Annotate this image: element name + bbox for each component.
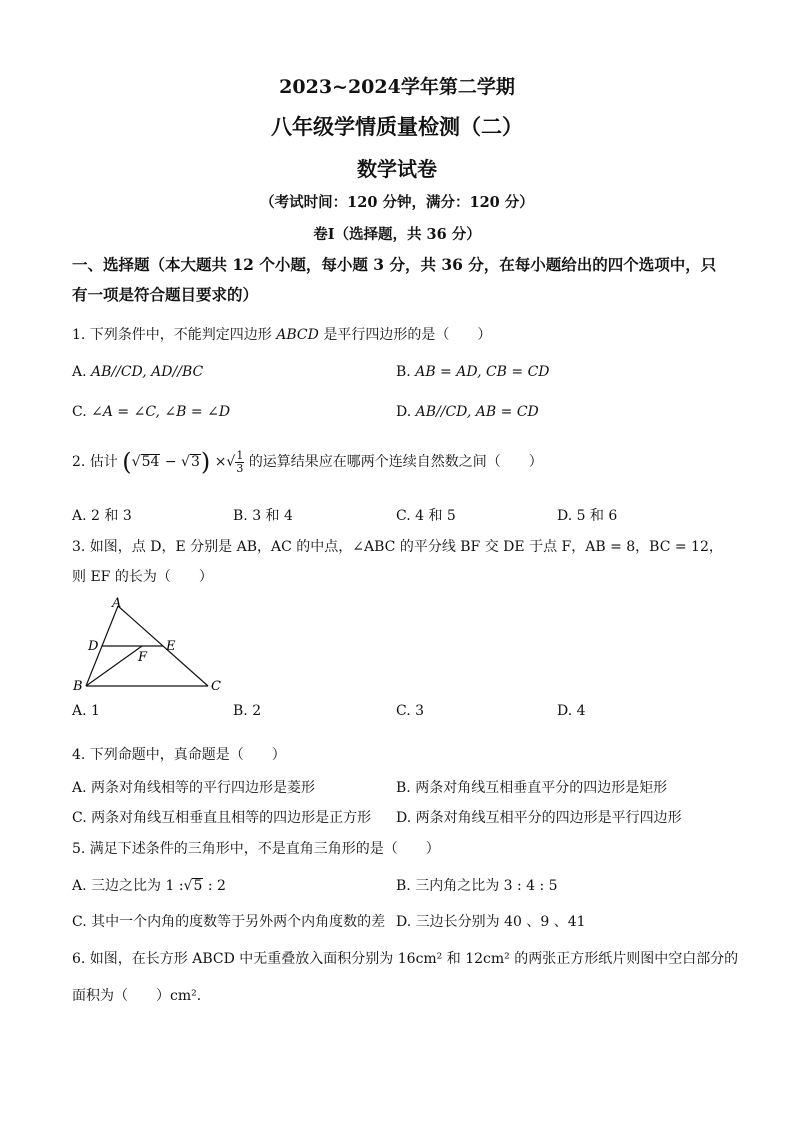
question-4-option-c: C. 两条对角线互相垂直且相等的四边形是正方形: [72, 810, 372, 826]
radicand-5: 5: [193, 878, 203, 894]
question-4-stem: 4. 下列命题中，真命题是（ ）: [72, 747, 286, 763]
question-5-option-d: D. 三边长分别为 40 、9 、41: [396, 914, 586, 930]
question-4-option-a: A. 两条对角线相等的平行四边形是菱形: [72, 780, 316, 796]
label-f: F: [138, 650, 148, 665]
question-2-option-c: C. 4 和 5: [396, 508, 456, 524]
question-1-option-a: A. AB//CD, AD//BC: [72, 364, 204, 380]
question-2-option-d: D. 5 和 6: [557, 508, 618, 524]
question-5-option-c: C. 其中一个内角的度数等于另外两个内角度数的差: [72, 914, 386, 930]
question-3-stem-line1: 3. 如图，点 D，E 分别是 AB，AC 的中点，∠ABC 的平分线 BF 交 DE 于点 F，AB = 8，BC = 12，: [72, 539, 723, 555]
question-4-option-d: D. 两条对角线互相平分的四边形是平行四边形: [396, 810, 682, 826]
question-5-stem: 5. 满足下述条件的三角形中，不是直角三角形的是（ ）: [72, 841, 440, 857]
exam-subject: 数学试卷: [357, 157, 437, 181]
radicand-3: 3: [190, 454, 200, 470]
label-b: B: [73, 679, 83, 694]
section-heading-line1: 一、选择题（本大题共 12 个小题，每小题 3 分，共 36 分，在每小题给出的四个选项中，只: [72, 255, 717, 274]
question-5-option-b: B. 三内角之比为 3 : 4 : 5: [396, 878, 558, 894]
quadrilateral-name: ABCD: [276, 327, 319, 343]
label-d: D: [88, 639, 99, 654]
question-3-option-b: B. 2: [233, 703, 262, 719]
question-1-option-d: D. AB//CD, AB = CD: [396, 404, 539, 420]
question-6-stem-line1: 6. 如图，在长方形 ABCD 中无重叠放入面积分别为 16cm² 和 12cm² 的两张正方形纸片则图中空白部分的: [72, 951, 739, 967]
question-3-stem-line2: 则 EF 的长为（ ）: [72, 569, 213, 585]
triangle-figure: [68, 594, 228, 694]
exam-term: 2023~2024学年第二学期: [279, 76, 515, 98]
question-6-stem-line2: 面积为（ ）cm²．: [72, 988, 211, 1004]
question-3-option-c: C. 3: [396, 703, 425, 719]
label-a: A: [112, 596, 122, 611]
question-5-option-a: A. 三边之比为 1 :√5 : 2: [72, 878, 226, 894]
question-1-option-b: B. AB = AD, CB = CD: [396, 364, 550, 380]
section-heading-line2: 有一项是符合题目要求的）: [72, 285, 259, 304]
label-e: E: [166, 639, 176, 654]
exam-volume: 卷Ⅰ（选择题，共 36 分）: [313, 226, 481, 243]
question-1-stem: 1. 下列条件中，不能判定四边形 ABCD 是平行四边形的是（ ）: [72, 327, 492, 343]
question-4-option-b: B. 两条对角线互相垂直平分的四边形是矩形: [396, 780, 668, 796]
question-3-option-a: A. 1: [72, 703, 100, 719]
exam-title: 八年级学情质量检测（二）: [271, 114, 523, 139]
question-2-option-b: B. 3 和 4: [233, 508, 293, 524]
fraction-one-third: $\frac{1}{3}$: [236, 448, 244, 475]
label-c: C: [211, 679, 221, 694]
section-heading: [72, 250, 727, 310]
radicand-54: 54: [141, 454, 160, 470]
question-3-option-d: D. 4: [557, 703, 586, 719]
question-1-option-c: C. ∠A = ∠C, ∠B = ∠D: [72, 404, 231, 420]
exam-meta: （考试时间：120 分钟，满分：120 分）: [260, 194, 534, 211]
question-2-option-a: A. 2 和 3: [72, 508, 132, 524]
question-2-stem: 2. 估计 (√54 − √3) ×√ $\frac{1}{3}$ 的运算结果应在哪两个连续自然数之间（ ）: [72, 448, 543, 476]
